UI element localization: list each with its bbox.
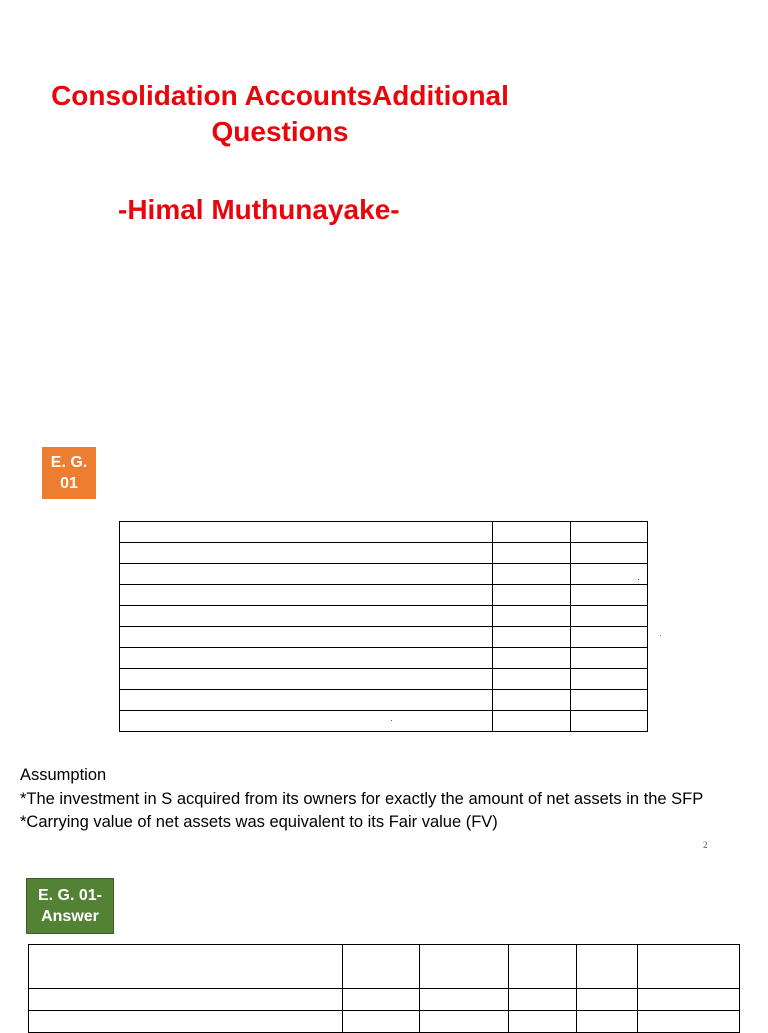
table-row: [120, 522, 648, 543]
table-cell: [577, 945, 638, 989]
table-cell: [571, 543, 648, 564]
table-cell: [29, 945, 343, 989]
table-cell: [342, 1011, 420, 1033]
stray-mark: [638, 579, 639, 580]
table-cell: [493, 669, 571, 690]
answer-badge-line2: Answer: [41, 908, 99, 925]
table-cell: [638, 945, 740, 989]
table-cell: [120, 690, 493, 711]
answer-badge-line1: E. G. 01-: [37, 887, 103, 904]
table-cell: [120, 627, 493, 648]
example-badge: [42, 447, 96, 499]
assumption-heading: Assumption: [20, 766, 107, 784]
table-cell: [509, 1011, 577, 1033]
answer-table: [28, 944, 740, 1033]
table-cell: [493, 711, 571, 732]
table-cell: [120, 522, 493, 543]
table-cell: [571, 627, 648, 648]
table-cell: [571, 606, 648, 627]
table-cell: [493, 564, 571, 585]
table-cell: [571, 564, 648, 585]
table-cell: [493, 522, 571, 543]
table-cell: [509, 989, 577, 1011]
table-cell: [571, 711, 648, 732]
page-number: 2: [703, 840, 708, 850]
table-cell: [120, 669, 493, 690]
table-row: [29, 945, 740, 989]
table-cell: [120, 543, 493, 564]
table-cell: [120, 585, 493, 606]
table-cell: [342, 945, 420, 989]
table-cell: [120, 711, 493, 732]
assumption-notes: [20, 764, 703, 835]
table-cell: [571, 585, 648, 606]
table-cell: [120, 648, 493, 669]
table-row: [120, 648, 648, 669]
table-row: [29, 1011, 740, 1033]
example-table: [119, 521, 648, 732]
table-cell: [571, 669, 648, 690]
table-cell: [420, 1011, 509, 1033]
assumption-item: *The investment in S acquired from its owners for exactly the amount of net assets in the SFP: [20, 789, 704, 808]
table-row: [120, 711, 648, 732]
stray-mark: [391, 720, 392, 721]
table-cell: [571, 648, 648, 669]
example-badge-line2: 01: [60, 475, 78, 492]
table-row: [120, 627, 648, 648]
table-row: [120, 564, 648, 585]
table-cell: [509, 945, 577, 989]
table-cell: [342, 989, 420, 1011]
table-row: [29, 989, 740, 1011]
table-cell: [638, 989, 740, 1011]
table-cell: [120, 606, 493, 627]
table-cell: [120, 564, 493, 585]
answer-badge: [26, 878, 114, 934]
table-row: [120, 669, 648, 690]
table-cell: [493, 585, 571, 606]
table-cell: [29, 1011, 343, 1033]
table-cell: [493, 606, 571, 627]
table-cell: [420, 945, 509, 989]
example-badge-line1: E. G.: [50, 454, 88, 471]
stray-mark: [660, 635, 661, 636]
table-row: [120, 606, 648, 627]
assumption-item: *Carrying value of net assets was equivalent to its Fair value (FV): [20, 813, 498, 831]
table-cell: [571, 690, 648, 711]
table-row: [120, 543, 648, 564]
slide-author: -Himal Muthunayake-: [118, 194, 400, 225]
table-cell: [493, 690, 571, 711]
table-cell: [577, 989, 638, 1011]
table-row: [120, 585, 648, 606]
table-cell: [577, 1011, 638, 1033]
table-cell: [493, 648, 571, 669]
table-cell: [493, 543, 571, 564]
table-cell: [420, 989, 509, 1011]
table-row: [120, 690, 648, 711]
table-cell: [638, 1011, 740, 1033]
slide-title: Consolidation AccountsAdditional Questions: [51, 80, 509, 147]
table-cell: [493, 627, 571, 648]
table-cell: [29, 989, 343, 1011]
table-cell: [571, 522, 648, 543]
